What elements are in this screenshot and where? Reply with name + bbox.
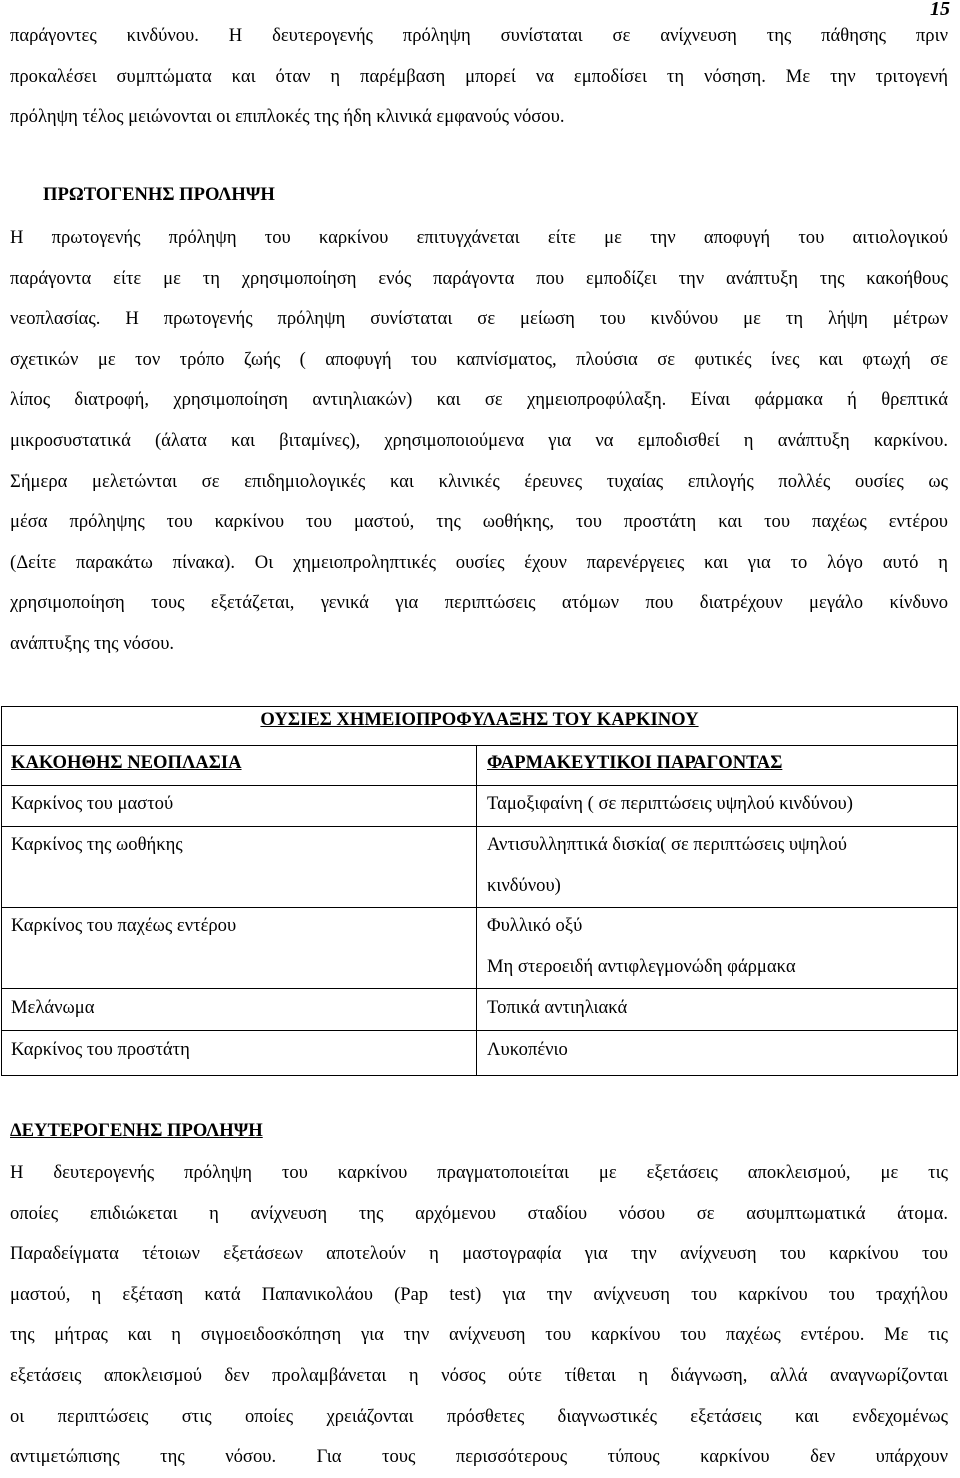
table-cell-malignancy: Καρκίνος του μαστού [11,793,174,814]
table-cell-agent: Αντισυλληπτικά δισκία( σε περιπτώσεις υψηλού [487,834,847,855]
primary-paragraph [10,218,948,665]
text-line: οποίες επιδιώκεται η ανίχνευση της αρχόμενου σταδίου νόσου σε ασυμπτωματικά άτομα. [10,1202,948,1224]
table-cell-malignancy: Καρκίνος της ωοθήκης [11,834,183,855]
text-line: (Δείτε παρακάτω πίνακα). Οι χημειοπροληπτικές ουσίες έχουν παρενέργειες και για το λόγο αυτό η [10,551,948,573]
section-heading-secondary: ΔΕΥΤΕΡΟΓΕΝΗΣ ΠΡΟΛΗΨΗ [10,1120,263,1141]
text-line: νεοπλασίας. Η πρωτογενής πρόληψη συνίσταται σε μείωση του κινδύνου με τη λήψη μέτρων [10,308,948,330]
table-cell-agent: κινδύνου) [487,875,561,896]
chemoprevention-table [1,706,958,1076]
text-line: ανάπτυξης της νόσου. [10,632,175,654]
table-cell-agent: Μη στεροειδή αντιφλεγμονώδη φάρμακα [487,956,796,977]
table-column-divider [476,745,477,1075]
text-line: αντιμετώπισης της νόσου. Για τους περισσότερους τύπους καρκίνου δεν υπάρχουν [10,1446,948,1468]
table-header-malignancy: ΚΑΚΟΗΘΗΣ ΝΕΟΠΛΑΣΙΑ [11,752,242,773]
text-line: της μήτρας και η σιγμοειδοσκόπηση για την ανίχνευση του καρκίνου του παχέως εντέρου. Με τις [10,1324,948,1346]
table-cell-malignancy: Μελάνωμα [11,997,95,1018]
table-rule [2,1030,957,1031]
table-cell-agent: Λυκοπένιο [487,1039,568,1060]
table-rule [2,745,957,746]
text-line: Παραδείγματα τέτοιων εξετάσεων αποτελούν η μαστογραφία για την ανίχνευση του καρκίνου του [10,1243,948,1265]
text-line: χρησιμοποίηση τους εξετάζεται, γενικά για περιπτώσεις ατόμων που διατρέχουν μεγάλο κίνδυνο [10,592,948,614]
text-line: Η δευτερογενής πρόληψη του καρκίνου πραγματοποιείται με εξετάσεις αποκλεισμού, με τις [10,1162,948,1183]
text-line: πρόληψη τέλος μειώνονται οι επιπλοκές της ήδη κλινικά εμφανούς νόσου. [10,106,565,128]
table-title: ΟΥΣΙΕΣ ΧΗΜΕΙΟΠΡΟΦΥΛΑΞΗΣ ΤΟΥ ΚΑΡΚΙΝΟΥ [260,709,699,730]
secondary-paragraph [10,1153,948,1478]
text-line: παράγοντες κινδύνου. Η δευτερογενής πρόληψη συνίσταται σε ανίχνευση της πάθησης πριν [10,25,948,46]
table-header-agents: ΦΑΡΜΑΚΕΥΤΙΚΟΙ ΠΑΡΑΓΟΝΤΑΣ [487,752,783,773]
text-line: Σήμερα μελετώνται σε επιδημιολογικές και κλινικές έρευνες τυχαίας επιλογής πολλές ουσίες ως [10,470,948,492]
table-cell-malignancy: Καρκίνος του προστάτη [11,1039,190,1060]
table-cell-malignancy: Καρκίνος του παχέως εντέρου [11,915,237,936]
table-cell-agent: Τοπικά αντιηλιακά [487,997,628,1018]
text-line: μέσα πρόληψης του καρκίνου του μαστού, της ωοθήκης, του προστάτη και του παχέως εντέρου [10,511,948,533]
table-rule [2,907,957,908]
page-number: 15 [930,0,950,20]
text-line: παράγοντα είτε με τη χρησιμοποίηση ενός παράγοντα που εμποδίζει την ανάπτυξη της κακοήθους [10,267,948,289]
table-rule [2,826,957,827]
text-line: μικροσυστατικά (άλατα και βιταμίνες), χρησιμοποιούμενα για να εμποδισθεί η ανάπτυξη καρκίνου. [10,429,948,451]
text-line: σχετικών με τον τρόπο ζωής ( αποφυγή του καπνίσματος, πλούσια σε φυτικές ίνες και φτωχή σε [10,348,948,370]
text-line: μαστού, η εξέταση κατά Παπανικολάου (Pap test) για την ανίχνευση του καρκίνου του τραχήλου [10,1283,948,1305]
section-heading-primary: ΠΡΩΤΟΓΕΝΗΣ ΠΡΟΛΗΨΗ [43,184,275,205]
text-line: λίπος διατροφή, χρησιμοποίηση αντιηλιακών) και σε χημειοπροφύλαξη. Είναι φάρμακα ή θρεπτικά [10,389,948,411]
text-line: οι περιπτώσεις στις οποίες χρειάζονται πρόσθετες διαγνωστικές εξετάσεις και ενδεχομένως [10,1405,948,1427]
text-line: Η πρωτογενής πρόληψη του καρκίνου επιτυγχάνεται είτε με την αποφυγή του αιτιολογικού [10,227,948,248]
table-rule [2,785,957,786]
table-cell-agent: Φυλλικό οξύ [487,915,583,936]
table-rule [2,988,957,989]
table-cell-agent: Ταμοξιφαίνη ( σε περιπτώσεις υψηλού κινδύνου) [487,793,853,814]
intro-paragraph [10,16,948,138]
text-line: προκαλέσει συμπτώματα και όταν η παρέμβαση μπορεί να εμποδίσει τη νόσηση. Με την τριτογενή [10,65,948,87]
text-line: εξετάσεις αποκλεισμού δεν προλαμβάνεται η νόσος ούτε τίθεται η διάγνωση, αλλά αναγνωρίζονται [10,1364,948,1386]
